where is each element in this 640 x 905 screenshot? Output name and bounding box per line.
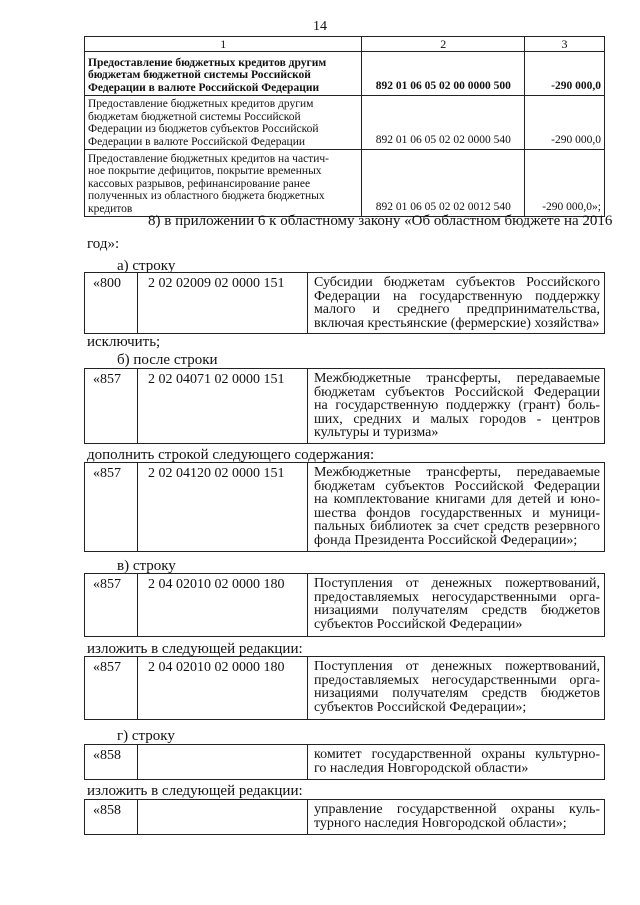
table-row	[85, 574, 605, 637]
text-line: Федерации в валюте Российской Федерации	[88, 135, 306, 148]
add-label: дополнить строкой следующего содержания:	[87, 447, 375, 463]
paragraph-8-line-1: 8) в приложении 6 к областному закону «Об областном бюджете на 2016	[148, 213, 613, 229]
description	[308, 745, 605, 780]
table-row	[85, 657, 605, 720]
text-line: шества фондов государственных и муници-	[314, 505, 600, 521]
row-code: 892 01 06 05 02 02 0012 540	[362, 150, 525, 217]
header-cell-1: 1	[85, 37, 362, 52]
table-header-row	[85, 37, 605, 52]
text-line: бюджетам субъектов Российской Федерации	[314, 478, 600, 494]
admin-code: «857	[85, 369, 138, 444]
text-line: Поступления от денежных пожертвований,	[314, 659, 600, 674]
admin-code: «800	[85, 273, 138, 334]
text-line: предоставляемых негосударственными орга-	[314, 589, 600, 605]
row-name	[85, 150, 362, 217]
text-line: бюджетам субъектов Российской Федерации	[314, 384, 600, 400]
text-line: го наследия Новгородской области»	[314, 760, 529, 776]
row-value: -290 000,0»;	[525, 150, 605, 217]
row-code: 892 01 06 05 02 02 0000 540	[362, 96, 525, 150]
description	[308, 463, 605, 552]
table-row	[85, 150, 605, 217]
text-line: Предоставление бюджетных кредитов другим	[88, 98, 314, 110]
text-line: ное покрытие дефицитов, покрытие временных	[88, 165, 322, 177]
text-line: Межбюджетные трансферты, передаваемые	[314, 465, 600, 480]
code-table-b	[84, 368, 605, 444]
description	[308, 657, 605, 720]
code-table-b-new	[84, 462, 605, 552]
table-row	[85, 96, 605, 150]
text-line: на государственную поддержку (грант) боль-	[314, 398, 600, 413]
admin-code: «857	[85, 463, 138, 552]
text-line: Предоставление бюджетных кредитов на частич-	[88, 152, 329, 165]
header-cell-3: 3	[525, 37, 605, 52]
description	[308, 800, 605, 835]
header-cell-2: 2	[362, 37, 525, 52]
edit-label-1: изложить в следующей редакции:	[87, 641, 303, 657]
budget-code	[138, 800, 308, 835]
code-table-g-new	[84, 799, 605, 835]
row-name	[85, 96, 362, 150]
table-row	[85, 369, 605, 444]
text-line: Федерации в валюте Российской Федерации	[88, 81, 320, 94]
paragraph-8-line-2: год»:	[87, 236, 120, 252]
text-line: низациями получателям средств бюджетов	[314, 686, 600, 701]
budget-code	[138, 745, 308, 780]
text-line: предоставляемых негосударственными орга-	[314, 672, 600, 688]
description	[308, 574, 605, 637]
text-line: субъектов Российской Федерации»;	[314, 699, 527, 715]
item-v-label: в) строку	[117, 558, 176, 574]
item-b-label: б) после строки	[117, 352, 218, 368]
admin-code: «857	[85, 657, 138, 720]
code-table-a	[84, 272, 605, 334]
text-line: кассовых разрывов, рефинансирование ранее	[88, 177, 311, 190]
budget-code: 2 02 04120 02 0000 151	[138, 463, 308, 552]
text-line: управление государственной охраны куль-	[314, 802, 600, 817]
text-line: бюджетам бюджетной системы Российской	[88, 110, 301, 123]
row-value: -290 000,0	[525, 96, 605, 150]
text-line: Предоставление бюджетных кредитов другим	[88, 56, 327, 69]
text-line: ших, средних и малых городов - центров	[314, 411, 600, 427]
text-line: турного наследия Новгородской области»;	[314, 815, 567, 831]
text-line: Субсидии бюджетам субъектов Российского	[314, 275, 600, 290]
admin-code: «858	[85, 800, 138, 835]
text-line: Межбюджетные трансферты, передаваемые	[314, 371, 600, 386]
text-line: пальных библиотек за счет средств резервного	[314, 519, 600, 534]
text-line: Федерации на государственную поддержку	[314, 288, 600, 304]
budget-code: 2 04 02010 02 0000 180	[138, 574, 308, 637]
code-table-v-new	[84, 656, 605, 720]
text-line: фонда Президента Российской Федерации»;	[314, 532, 578, 548]
text-line: Федерации из бюджетов субъектов Российской	[88, 123, 319, 135]
sources-table	[84, 36, 605, 217]
description	[308, 369, 605, 444]
table-row	[85, 745, 605, 780]
budget-code: 2 02 02009 02 0000 151	[138, 273, 308, 334]
text-line: комитет государственной охраны культурно-	[314, 747, 600, 762]
row-code: 892 01 06 05 02 00 0000 500	[362, 52, 525, 96]
admin-code: «858	[85, 745, 138, 780]
edit-label-2: изложить в следующей редакции:	[87, 783, 303, 799]
item-g-label: г) строку	[117, 728, 175, 744]
item-a-label: а) строку	[117, 258, 176, 274]
text-line: включая крестьянские (фермерские) хозяйства»	[314, 315, 600, 331]
code-table-g	[84, 744, 605, 780]
text-line: субъектов Российской Федерации»	[314, 616, 523, 632]
description	[308, 273, 605, 334]
table-row	[85, 463, 605, 552]
budget-code: 2 04 02010 02 0000 180	[138, 657, 308, 720]
row-name	[85, 52, 362, 96]
text-line: Поступления от денежных пожертвований,	[314, 576, 600, 591]
budget-code: 2 02 04071 02 0000 151	[138, 369, 308, 444]
row-value: -290 000,0	[525, 52, 605, 96]
code-table-v	[84, 573, 605, 637]
text-line: бюджетам бюджетной системы Российской	[88, 69, 311, 81]
text-line: на комплектование книгами для детей и юно-	[314, 492, 600, 507]
table-row	[85, 52, 605, 96]
text-line: полученных из областного бюджета бюджетных	[88, 190, 325, 202]
table-row	[85, 800, 605, 835]
text-line: малого и среднего предпринимательства,	[314, 302, 600, 317]
admin-code: «857	[85, 574, 138, 637]
table-row	[85, 273, 605, 334]
text-line: низациями получателям средств бюджетов	[314, 603, 600, 618]
page-number: 14	[313, 19, 327, 34]
text-line: культуры и туризма»	[314, 425, 439, 440]
exclude-label: исключить;	[87, 334, 161, 350]
text-line: кредитов	[88, 202, 133, 215]
